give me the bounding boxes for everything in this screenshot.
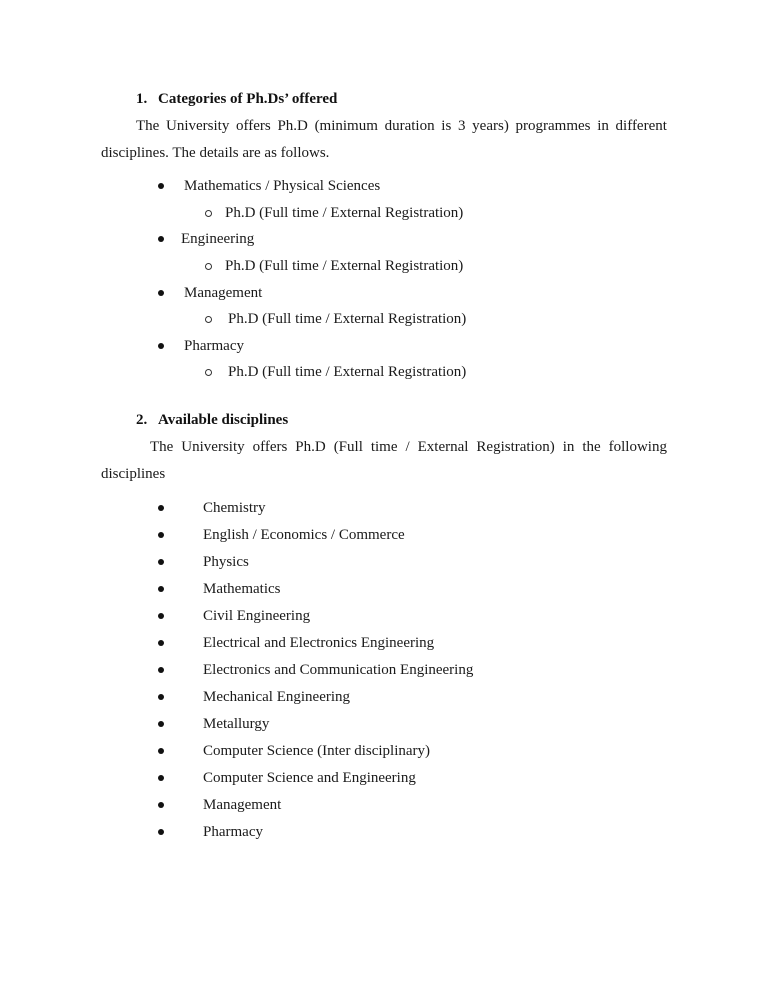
- word: Ph.D: [277, 118, 308, 134]
- category-sub-label: Ph.D (Full time / External Registration): [228, 311, 467, 327]
- section-2-heading: [136, 411, 288, 429]
- word: duration: [384, 118, 435, 134]
- discipline-label: Civil Engineering: [203, 608, 311, 624]
- section-1-title: Categories of Ph.Ds’ offered: [158, 91, 338, 107]
- discipline-label: Computer Science (Inter disciplinary): [203, 743, 431, 759]
- section-1-intro-line-1: [136, 117, 667, 135]
- bullet-icon: [158, 183, 164, 189]
- discipline-label: Electrical and Electronics Engineering: [203, 635, 435, 651]
- word: The: [136, 118, 160, 134]
- section-2-intro-line-2: disciplines: [101, 466, 166, 482]
- bullet-icon: [158, 775, 164, 781]
- discipline-label: Management: [203, 797, 282, 813]
- bullet-icon: [158, 532, 164, 538]
- word: (minimum: [314, 118, 378, 134]
- word: following: [608, 439, 667, 455]
- section-2-title: Available disciplines: [158, 412, 289, 428]
- discipline-label: Pharmacy: [203, 824, 263, 840]
- category-label: Mathematics / Physical Sciences: [184, 178, 381, 194]
- bullet-icon: [158, 586, 164, 592]
- bullet-icon: [158, 613, 164, 619]
- word: Ph.D: [295, 439, 326, 455]
- category-sub-label: Ph.D (Full time / External Registration): [228, 364, 467, 380]
- section-2-number: 2.: [136, 412, 148, 428]
- word: time: [370, 439, 398, 455]
- category-label: Engineering: [181, 231, 255, 247]
- word: the: [582, 439, 601, 455]
- discipline-label: Computer Science and Engineering: [203, 770, 416, 786]
- bullet-icon: [158, 802, 164, 808]
- word: offers: [252, 439, 288, 455]
- word: University: [166, 118, 230, 134]
- category-label: Pharmacy: [184, 338, 244, 354]
- word: programmes: [515, 118, 591, 134]
- word: /: [405, 439, 410, 455]
- discipline-label: Chemistry: [203, 500, 266, 516]
- word: The: [150, 439, 174, 455]
- bullet-icon: [158, 721, 164, 727]
- word: 3: [457, 118, 466, 134]
- word: different: [615, 118, 667, 134]
- bullet-icon: [158, 640, 164, 646]
- bullet-icon: [158, 667, 164, 673]
- word: years): [472, 118, 509, 134]
- word: University: [181, 439, 245, 455]
- category-sub-label: Ph.D (Full time / External Registration): [225, 258, 464, 274]
- category-sub-label: Ph.D (Full time / External Registration): [225, 205, 464, 221]
- sub-bullet-icon: [205, 316, 212, 323]
- word: (Full: [333, 439, 363, 455]
- discipline-label: Mechanical Engineering: [203, 689, 351, 705]
- sub-bullet-icon: [205, 263, 212, 270]
- bullet-icon: [158, 748, 164, 754]
- word: Registration): [476, 439, 555, 455]
- bullet-icon: [158, 343, 164, 349]
- word: is: [441, 118, 452, 134]
- bullet-icon: [158, 559, 164, 565]
- discipline-label: English / Economics / Commerce: [203, 527, 405, 543]
- word: External: [417, 439, 469, 455]
- discipline-label: Electronics and Communication Engineering: [203, 662, 474, 678]
- section-2-intro-line-1: [150, 438, 667, 456]
- sub-bullet-icon: [205, 210, 212, 217]
- word: in: [597, 118, 609, 134]
- bullet-icon: [158, 829, 164, 835]
- sub-bullet-icon: [205, 369, 212, 376]
- section-1-number: 1.: [136, 91, 148, 107]
- word: offers: [236, 118, 271, 134]
- section-1-heading: [136, 90, 337, 108]
- bullet-icon: [158, 290, 164, 296]
- bullet-icon: [158, 694, 164, 700]
- bullet-icon: [158, 236, 164, 242]
- bullet-icon: [158, 505, 164, 511]
- section-1-intro-line-2: disciplines. The details are as follows.: [101, 145, 330, 161]
- discipline-label: Physics: [203, 554, 249, 570]
- word: in: [562, 439, 575, 455]
- discipline-label: Mathematics: [203, 581, 281, 597]
- discipline-label: Metallurgy: [203, 716, 270, 732]
- category-label: Management: [184, 285, 263, 301]
